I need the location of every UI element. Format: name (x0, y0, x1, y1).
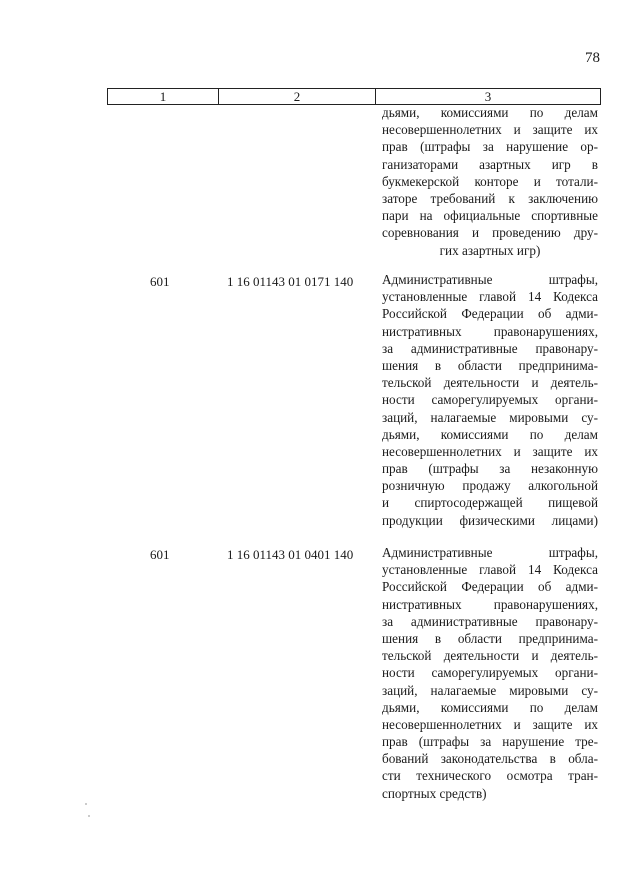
description-line: шения в области предпринима- (382, 357, 598, 373)
description-line: Российской Федерации об адми- (382, 306, 598, 322)
table-header-row (107, 88, 601, 105)
column-header-1: 1 (108, 89, 219, 104)
description-line: несовершеннолетних и защите их (382, 716, 598, 732)
description-line: Административные штрафы, (382, 272, 598, 287)
income-description-cell (382, 271, 598, 529)
description-line: соревнования и проведению дру- (382, 225, 598, 241)
description-line: установленные главой 14 Кодекса (382, 562, 598, 578)
description-line: пари на официальные спортивные (382, 208, 598, 224)
description-line: ности саморегулируемых органи- (382, 665, 598, 681)
description-line: заторе требований к заключению (382, 190, 598, 206)
description-line: заций, налагаемые мировыми су- (382, 409, 598, 425)
description-line: дьями, комиссиями по делам (382, 426, 598, 442)
description-line: дьями, комиссиями по делам (382, 699, 598, 715)
description-line: за административные правонару- (382, 613, 598, 629)
description-line: и спиртосодержащей пищевой (382, 495, 598, 511)
budget-classification-code-cell: 1 16 01143 01 0171 140 (227, 274, 354, 289)
description-line: ганизаторами азартных игр в (382, 156, 598, 172)
description-line: несовершеннолетних и защите их (382, 122, 598, 138)
scan-speck (85, 803, 87, 805)
description-line: несовершеннолетних и защите их (382, 443, 598, 459)
description-line: бований законодательства в обла- (382, 751, 598, 767)
description-line: заций, налагаемые мировыми су- (382, 682, 598, 698)
description-line: прав (штрафы за нарушение тре- (382, 734, 598, 750)
description-line: нистративных правонарушениях, (382, 323, 598, 339)
description-line: продукции физическими лицами) (382, 512, 598, 528)
description-line: спортных средств) (382, 785, 487, 801)
description-line: букмекерской конторе и тотали- (382, 173, 598, 189)
description-line: Административные штрафы, (382, 545, 598, 560)
description-line: шения в области предпринима- (382, 630, 598, 646)
continuation-description (382, 104, 598, 259)
scan-speck (88, 815, 90, 817)
description-line: розничную продажу алкогольной (382, 478, 598, 494)
description-line: дьями, комиссиями по делам (382, 105, 598, 120)
admin-code-cell: 601 (150, 274, 170, 289)
description-line: нистративных правонарушениях, (382, 596, 598, 612)
description-line: Российской Федерации об адми- (382, 579, 598, 595)
description-line: прав (штрафы за нарушение ор- (382, 139, 598, 155)
description-line: установленные главой 14 Кодекса (382, 289, 598, 305)
column-header-3: 3 (484, 89, 492, 104)
page-number: 78 (585, 50, 600, 66)
description-line: сти технического осмотра тран- (382, 768, 598, 784)
description-line: ности саморегулируемых органи- (382, 392, 598, 408)
budget-classification-code-cell: 1 16 01143 01 0401 140 (227, 547, 354, 562)
description-line: тельской деятельности и деятель- (382, 375, 598, 391)
income-description-cell (382, 544, 598, 802)
admin-code-cell: 601 (150, 547, 170, 562)
description-line: гих азартных игр) (439, 242, 541, 258)
description-line: тельской деятельности и деятель- (382, 648, 598, 664)
description-line: прав (штрафы за незаконную (382, 461, 598, 477)
column-header-2: 2 (219, 89, 376, 104)
description-line: за административные правонару- (382, 340, 598, 356)
